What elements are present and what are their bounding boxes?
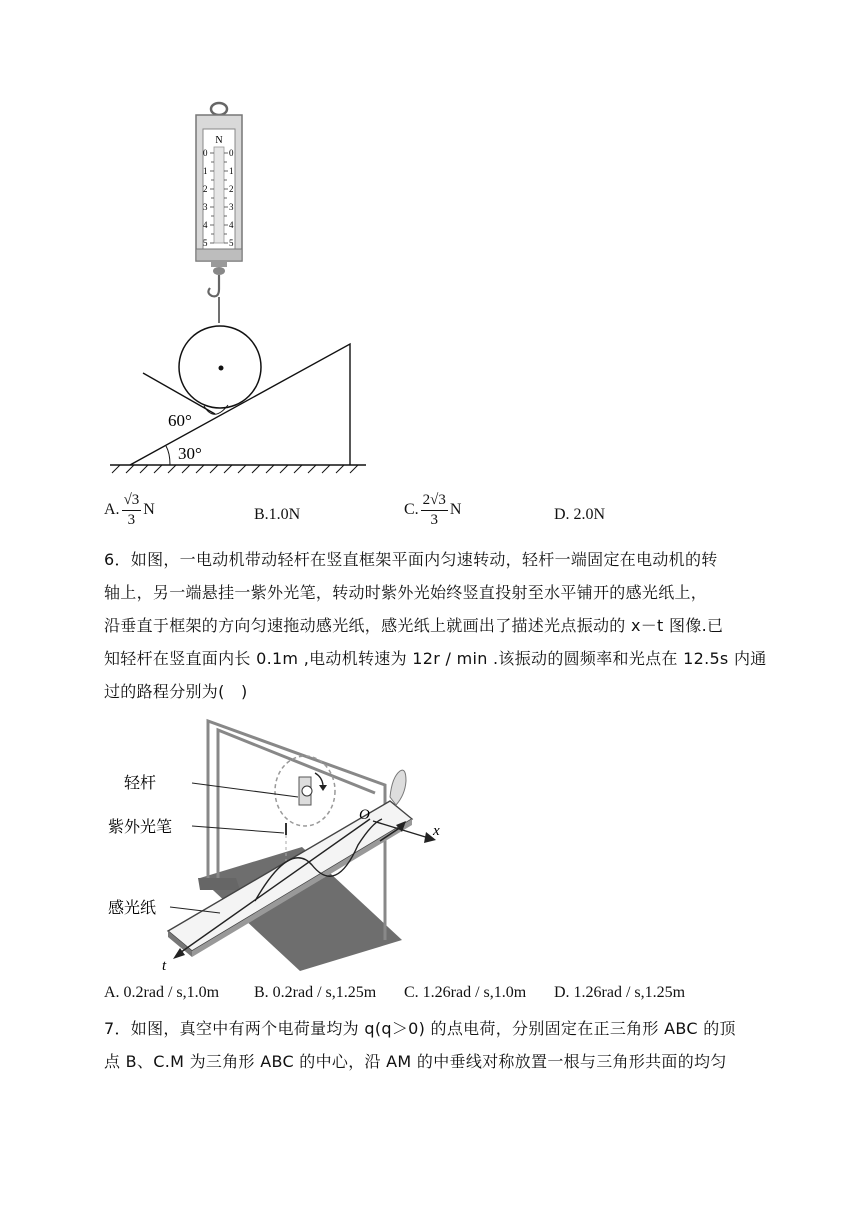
q6-option-b[interactable]: B. 0.2rad / s,1.25m: [254, 984, 377, 1001]
q6-option-a[interactable]: A. 0.2rad / s,1.0m: [104, 984, 220, 1001]
q6-line: 过的路程分别为( ): [104, 682, 248, 701]
scale-tick-left: 3: [203, 202, 208, 212]
q5-option-a-letter: A.: [104, 501, 120, 519]
scale-unit-label: N: [215, 135, 223, 146]
q5-option-c-letter: C.: [404, 501, 419, 519]
q5-option-a-numerator: √3: [122, 493, 142, 511]
axis-o-label: O: [359, 807, 370, 823]
q5-option-b[interactable]: B.1.0N: [254, 506, 301, 523]
q5-option-c[interactable]: [404, 493, 461, 528]
frame-foot: [198, 878, 240, 890]
q5-option-a[interactable]: [104, 493, 155, 528]
scale-tick-right: 4: [229, 220, 234, 230]
q7-line: 点 B、C.M 为三角形 ABC 的中心，沿 AM 的中垂线对称放置一根与三角形共面的均匀: [104, 1052, 727, 1071]
scale-top-ring: [211, 103, 227, 115]
scale-hook: [208, 275, 219, 296]
ground-hatching: [112, 465, 358, 473]
scale-tick-left: 4: [203, 220, 208, 230]
label-uv-pen: 紫外光笔: [108, 817, 173, 836]
q5-option-c-fraction: [421, 493, 448, 528]
axis-t-label: t: [162, 958, 167, 974]
angle-arc-30: [166, 446, 170, 465]
angle-30-label: 30°: [178, 444, 202, 463]
scale-tick-left: 1: [203, 166, 208, 176]
rotation-arrow: [315, 773, 323, 785]
scale-tick-right: 3: [229, 202, 234, 212]
q7-line: 7．如图，真空中有两个电荷量均为 q(q＞0) 的点电荷，分别固定在正三角形 ABC 的顶: [104, 1019, 736, 1038]
q5-option-d[interactable]: D. 2.0N: [554, 506, 606, 523]
figure-spring-scale-incline: [100, 95, 370, 475]
scale-tick-right: 1: [229, 166, 234, 176]
q6-option-d[interactable]: D. 1.26rad / s,1.25m: [554, 984, 686, 1001]
angle-60-label: 60°: [168, 411, 192, 430]
question-6: [104, 543, 784, 708]
q6-option-c[interactable]: C. 1.26rad / s,1.0m: [404, 984, 527, 1001]
leader-pen: [192, 826, 284, 833]
hand: [390, 770, 406, 805]
label-rod: 轻杆: [124, 773, 157, 792]
q5-option-a-denominator: 3: [127, 512, 136, 528]
scale-tick-left: 2: [203, 184, 208, 194]
q5-option-a-fraction: [122, 493, 142, 528]
scale-tick-left: 5: [203, 238, 208, 248]
rotation-arrowhead: [319, 785, 327, 791]
figure-uv-pen-apparatus: [100, 715, 460, 977]
axis-x-label: x: [433, 823, 440, 839]
q6-line: 6．如图，一电动机带动轻杆在竖直框架平面内匀速转动，轻杆一端固定在电动机的转: [104, 550, 718, 569]
q5-option-c-numerator: 2√3: [421, 493, 448, 511]
label-photosensitive-paper: 感光纸: [108, 898, 157, 917]
scale-tick-right: 5: [229, 238, 234, 248]
q5-option-a-unit: N: [143, 501, 155, 519]
question-7: [104, 1012, 784, 1078]
ball-center: [219, 366, 224, 371]
q5-option-c-unit: N: [449, 501, 462, 519]
q6-line: 沿垂直于框架的方向匀速拖动感光纸，感光纸上就画出了描述光点振动的 x－t 图像.已: [104, 616, 724, 635]
scale-tick-right: 0: [229, 148, 234, 158]
scale-tick-right: 2: [229, 184, 234, 194]
q5-option-c-denominator: 3: [430, 512, 439, 528]
scale-tick-left: 0: [203, 148, 208, 158]
spring-scale: [196, 115, 242, 275]
motor-shaft: [302, 786, 312, 796]
q6-line: 知轻杆在竖直面内长 0.1m ,电动机转速为 12r / min .该振动的圆频率和光点在 12.5s 内通: [104, 649, 767, 668]
q6-line: 轴上，另一端悬挂一紫外光笔，转动时紫外光始终竖直投射至水平铺开的感光纸上，: [104, 583, 708, 602]
